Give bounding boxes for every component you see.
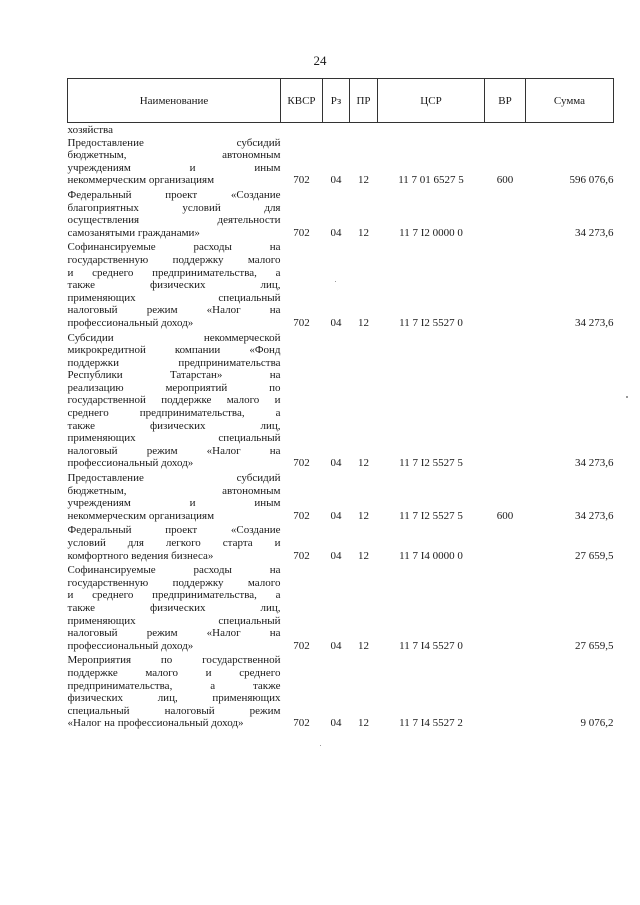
row-name-line: Республики Татарстан» на — [67, 369, 281, 382]
row-rz: 04 — [330, 717, 342, 730]
row-name-line: специальный налоговый режим — [67, 704, 281, 717]
page-number: 24 — [313, 53, 327, 68]
row-vr — [485, 189, 526, 241]
budget-table — [67, 78, 614, 732]
table-row — [68, 654, 614, 732]
row-name — [68, 332, 281, 473]
row-name-line: условий для легкого старта и — [67, 537, 281, 549]
row-name-line: комфортного ведения бизнеса» — [67, 549, 214, 562]
row-kvsr: 702 — [293, 717, 310, 730]
header-kvsr: КВСР — [281, 79, 323, 123]
table-row — [68, 137, 614, 189]
row-vr — [485, 654, 526, 732]
row-csr: 11 7 01 6527 5 — [398, 174, 464, 187]
table-row — [68, 332, 614, 473]
header-rz: Рз — [323, 79, 350, 123]
row-sum: 34 273,6 — [575, 226, 614, 239]
row-name-line: также физических лиц, — [67, 279, 281, 292]
row-name-line: некоммерческим организациям — [67, 509, 215, 522]
row-rz: 04 — [330, 457, 342, 470]
row-pr: 12 — [358, 316, 369, 329]
row-rz: 04 — [330, 316, 342, 329]
table-row — [68, 524, 614, 564]
row-sum: 27 659,5 — [575, 639, 614, 652]
row-csr: 11 7 I2 5527 5 — [399, 457, 463, 470]
row-name-line: бюджетным, автономным — [67, 484, 281, 497]
row-sum: 34 273,6 — [575, 316, 614, 329]
row-name-line: учреждениям и иным — [67, 497, 281, 510]
row-vr — [485, 241, 526, 331]
row-name-line: применяющих специальный — [67, 614, 281, 627]
row-rz: 04 — [330, 639, 342, 652]
row-sum: 34 273,6 — [575, 457, 614, 470]
row-name-line: микрокредитной компании «Фонд — [67, 344, 281, 357]
row-sum: 9 076,2 — [580, 717, 614, 730]
row-pr: 12 — [358, 509, 369, 522]
row-name — [68, 137, 281, 189]
row-name-line: также физических лиц, — [67, 601, 281, 614]
row-kvsr: 702 — [293, 509, 310, 522]
row-csr: 11 7 I4 5527 0 — [399, 639, 463, 652]
row-name — [68, 654, 281, 732]
row-name-line: благоприятных условий для — [67, 201, 281, 214]
scan-mark — [320, 745, 321, 746]
row-name-line: государственной поддержке малого и — [67, 394, 281, 407]
row-name — [68, 524, 281, 564]
row-kvsr: 702 — [293, 549, 310, 562]
row-rz: 04 — [330, 549, 342, 562]
row-name-line: поддержки предпринимательства — [67, 356, 281, 369]
row-kvsr: 702 — [293, 639, 310, 652]
row-name-line: Федеральный проект «Создание — [67, 188, 281, 201]
row-name-line: и среднего предпринимательства, а — [67, 589, 281, 602]
row-name-line: Софинансируемые расходы на — [67, 241, 281, 254]
scan-mark — [335, 281, 336, 282]
row-vr: 600 — [496, 174, 514, 187]
row-sum: 34 273,6 — [575, 509, 614, 522]
row-name-line: Предоставление субсидий — [67, 472, 281, 485]
row-pr: 12 — [358, 549, 369, 562]
row-name-line: Предоставление субсидий — [67, 136, 281, 149]
header-vr: ВР — [485, 79, 526, 123]
row-name-line: самозанятыми гражданами» — [67, 226, 200, 239]
row-name — [68, 564, 281, 654]
row-name-line: реализацию мероприятий по — [67, 381, 281, 394]
row-name-line: учреждениям и иным — [67, 161, 281, 174]
header-csr: ЦСР — [378, 79, 485, 123]
scan-mark — [626, 396, 628, 398]
row-name-line: также физических лиц, — [67, 419, 281, 432]
row-csr: 11 7 I4 0000 0 — [399, 549, 463, 562]
row-sum: 596 076,6 — [569, 174, 614, 187]
row-name-line: применяющих специальный — [67, 432, 281, 445]
row-vr — [485, 332, 526, 473]
row-csr: 11 7 I4 5527 2 — [399, 717, 463, 730]
row-vr — [485, 564, 526, 654]
row-name-line: налоговый режим «Налог на — [67, 444, 281, 457]
row-pr: 12 — [358, 639, 369, 652]
row-kvsr: 702 — [293, 316, 310, 329]
row-pr: 12 — [358, 226, 369, 239]
row-name-line: налоговый режим «Налог на — [67, 627, 281, 640]
row-vr: 600 — [496, 509, 514, 522]
row-pr: 12 — [358, 457, 369, 470]
header-sum: Сумма — [526, 79, 614, 123]
row-kvsr: 702 — [293, 457, 310, 470]
row-sum: 27 659,5 — [575, 549, 614, 562]
row-name — [68, 241, 281, 331]
row-name-line: Софинансируемые расходы на — [67, 564, 281, 577]
continuation-row — [68, 123, 614, 137]
row-name — [68, 472, 281, 524]
row-rz: 04 — [330, 226, 342, 239]
header-name: Наименование — [68, 79, 281, 123]
row-name-line: физических лиц, применяющих — [67, 692, 281, 705]
row-name-line: среднего предпринимательства, а — [67, 407, 281, 420]
row-csr: 11 7 I2 5527 0 — [399, 316, 463, 329]
table-header — [68, 79, 614, 123]
row-name-line: государственную поддержку малого — [67, 576, 281, 589]
continuation-text: хозяйства — [67, 124, 113, 136]
table-row — [68, 564, 614, 654]
row-csr: 11 7 I2 0000 0 — [399, 226, 463, 239]
row-name-line: поддержке малого и среднего — [67, 666, 281, 679]
row-vr — [485, 524, 526, 564]
row-name-line: Субсидии некоммерческой — [67, 331, 281, 344]
row-name-line: «Налог на профессиональный доход» — [67, 717, 244, 730]
row-name-line: некоммерческим организациям — [67, 174, 215, 187]
row-csr: 11 7 I2 5527 5 — [399, 509, 463, 522]
table-row — [68, 241, 614, 331]
row-name-line: профессиональный доход» — [67, 639, 194, 652]
table-row — [68, 472, 614, 524]
row-name-line: бюджетным, автономным — [67, 149, 281, 162]
row-pr: 12 — [358, 717, 369, 730]
row-name-line: предпринимательства, а также — [67, 679, 281, 692]
row-name — [68, 189, 281, 241]
row-name-line: налоговый режим «Налог на — [67, 304, 281, 317]
row-name-line: государственную поддержку малого — [67, 253, 281, 266]
table-body — [68, 123, 614, 732]
row-name-line: профессиональный доход» — [67, 316, 194, 329]
row-kvsr: 702 — [293, 226, 310, 239]
row-name-line: и среднего предпринимательства, а — [67, 266, 281, 279]
row-kvsr: 702 — [293, 174, 310, 187]
row-name-line: Мероприятия по государственной — [67, 654, 281, 667]
row-rz: 04 — [330, 174, 342, 187]
row-name-line: осуществления деятельности — [67, 214, 281, 227]
row-rz: 04 — [330, 509, 342, 522]
row-name-line: Федеральный проект «Создание — [67, 524, 281, 537]
table-row — [68, 189, 614, 241]
row-pr: 12 — [358, 174, 369, 187]
row-name-line: применяющих специальный — [67, 291, 281, 304]
header-pr: ПР — [350, 79, 378, 123]
row-name-line: профессиональный доход» — [67, 457, 194, 470]
